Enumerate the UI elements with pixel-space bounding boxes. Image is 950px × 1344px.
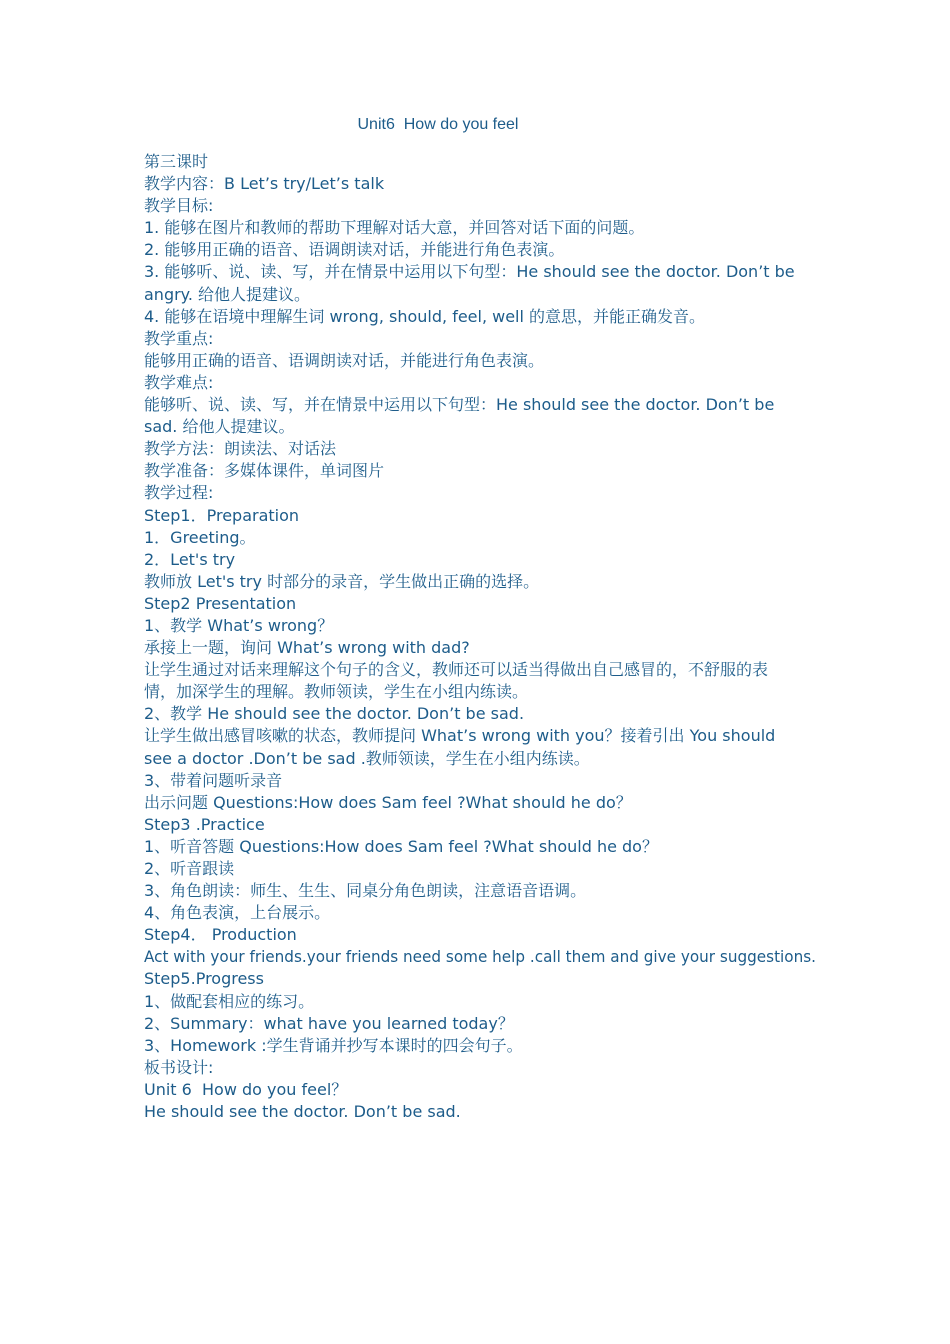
body-line: 3、角色朗读：师生、生生、同桌分角色朗读，注意语音语调。 [144, 881, 587, 901]
body-line: Act with your friends.your friends need some help .call them and give your suggestions. [144, 947, 816, 967]
body-line: 2、听音跟读 [144, 859, 235, 878]
body-line: Unit 6 How do you feel？ [144, 1079, 348, 1099]
body-line: 教学内容：B Let’s try/Let’s talk [144, 174, 385, 194]
body-line: 教学难点: [144, 372, 214, 392]
body-line: 情，加深学生的理解。教师领读，学生在小组内练读。 [144, 682, 529, 702]
document-body [144, 151, 816, 1123]
body-line: 承接上一题，询问 What’s wrong with dad? [144, 638, 470, 658]
body-line: Step1．Preparation [144, 505, 300, 525]
body-line: 板书设计: [144, 1057, 214, 1077]
body-line: 第三课时 [144, 152, 209, 171]
body-line: 4. 能够在语境中理解生词 wrong, should, feel, well 的意思，并能正确发音。 [144, 306, 706, 326]
body-line: 3. 能够听、说、读、写，并在情景中运用以下句型：He should see the doctor. Don’t be [144, 262, 795, 282]
body-line: 教学重点: [144, 328, 214, 348]
body-line: 2、教学 He should see the doctor. Don’t be sad. [144, 704, 525, 724]
body-line: 教学过程: [144, 483, 214, 503]
body-line: 2. 能够用正确的语音、语调朗读对话，并能进行角色表演。 [144, 240, 565, 260]
body-line: 能够听、说、读、写，并在情景中运用以下句型：He should see the doctor. Don’t be [144, 395, 775, 415]
body-line: 教学准备：多媒体课件，单词图片 [144, 461, 385, 481]
body-line: 出示问题 Questions:How does Sam feel ?What should he do？ [144, 792, 632, 812]
body-line: He should see the doctor. Don’t be sad. [144, 1102, 461, 1122]
body-line: 1．Greeting。 [144, 527, 256, 547]
body-line: Step3 .Practice [144, 814, 265, 834]
body-line: sad. 给他人提建议。 [144, 417, 295, 437]
body-line: Step2 Presentation [144, 593, 297, 613]
body-line: 1、做配套相应的练习。 [144, 991, 315, 1011]
body-line: Step4． Production [144, 925, 297, 945]
body-line: 2．Let's try [144, 549, 236, 569]
body-line: 让学生做出感冒咳嗽的状态，教师提问 What’s wrong with you？接着引出 You should [144, 726, 776, 746]
body-line: see a doctor .Don’t be sad .教师领读，学生在小组内练读。 [144, 748, 590, 768]
document-title: Unit6 How do you feel [357, 116, 519, 133]
body-line: 1. 能够在图片和教师的帮助下理解对话大意，并回答对话下面的问题。 [144, 218, 645, 238]
body-line: 3、Homework :学生背诵并抄写本课时的四会句子。 [144, 1035, 523, 1055]
body-line: 教师放 Let's try 时部分的录音，学生做出正确的选择。 [144, 571, 540, 591]
body-line: 让学生通过对话来理解这个句子的含义，教师还可以适当得做出自己感冒的，不舒服的表 [144, 660, 769, 680]
body-line: Step5.Progress [144, 969, 264, 989]
body-line: 3、带着问题听录音 [144, 770, 283, 790]
body-line: 1、听音答题 Questions:How does Sam feel ?What should he do？ [144, 836, 658, 856]
body-line: 4、角色表演，上台展示。 [144, 903, 331, 923]
body-line: 2、Summary：what have you learned today？ [144, 1013, 514, 1033]
body-line: 教学目标: [144, 196, 214, 216]
body-line: 1、教学 What’s wrong？ [144, 615, 334, 635]
body-line: 能够用正确的语音、语调朗读对话，并能进行角色表演。 [144, 350, 545, 370]
body-line: 教学方法：朗读法、对话法 [144, 439, 337, 459]
body-line: angry. 给他人提建议。 [144, 284, 311, 304]
